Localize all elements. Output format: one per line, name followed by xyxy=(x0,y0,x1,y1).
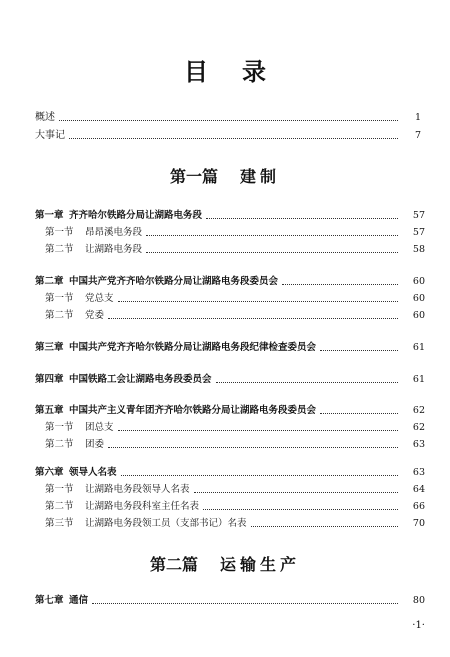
toc-chapter-1[interactable] xyxy=(0,206,450,222)
section-number: 第一节 xyxy=(45,293,74,304)
entry-page: 7 xyxy=(414,130,421,141)
chapter-title: 通信 xyxy=(69,595,89,606)
dot-leader xyxy=(216,382,398,383)
section-page: 63 xyxy=(412,439,425,450)
section-number: 第三节 xyxy=(45,518,74,529)
chapter-title: 领导人名表 xyxy=(69,467,117,478)
toc-section-5-1[interactable] xyxy=(0,418,450,434)
dot-leader xyxy=(92,603,398,604)
dot-leader xyxy=(320,350,398,351)
section-page: 66 xyxy=(412,501,425,512)
section-page: 64 xyxy=(412,484,425,495)
section-number: 第二节 xyxy=(45,439,74,450)
toc-chapter-2[interactable] xyxy=(0,272,450,288)
chapter-number: 第一章 xyxy=(35,210,64,221)
dot-leader xyxy=(118,430,398,431)
section-title: 让湖路电务段科室主任名表 xyxy=(85,501,200,512)
toc-section-6-1[interactable] xyxy=(0,480,450,496)
part-heading-2 xyxy=(0,552,450,575)
dot-leader xyxy=(146,235,398,236)
toc-chapter-3[interactable] xyxy=(0,338,450,354)
toc-section-1-2[interactable] xyxy=(0,240,450,256)
section-number: 第一节 xyxy=(45,484,74,495)
section-title: 让湖路电务段 xyxy=(85,244,143,255)
chapter-number: 第二章 xyxy=(35,276,64,287)
section-number: 第二节 xyxy=(45,244,74,255)
dot-leader xyxy=(118,301,398,302)
dot-leader xyxy=(251,526,398,527)
page-number: ·1· xyxy=(412,620,425,631)
section-title: 团委 xyxy=(85,439,105,450)
section-title: 团总支 xyxy=(85,422,114,433)
part-name: 建制 xyxy=(240,167,281,186)
dot-leader xyxy=(282,284,398,285)
entry-label: 概述 xyxy=(35,112,55,123)
section-page: 70 xyxy=(412,518,425,529)
toc-chapter-5[interactable] xyxy=(0,401,450,417)
toc-section-2-2[interactable] xyxy=(0,306,450,322)
toc-section-6-2[interactable] xyxy=(0,497,450,513)
toc-section-5-2[interactable] xyxy=(0,435,450,451)
dot-leader xyxy=(320,413,398,414)
section-title: 党总支 xyxy=(85,293,114,304)
part-name: 运输生产 xyxy=(220,555,301,574)
toc-entry-chronicle[interactable] xyxy=(0,126,450,142)
toc-chapter-4[interactable] xyxy=(0,370,450,386)
chapter-number: 第五章 xyxy=(35,405,64,416)
page-title: 目录 xyxy=(184,58,300,86)
chapter-page: 61 xyxy=(412,374,425,385)
chapter-page: 80 xyxy=(412,595,425,606)
dot-leader xyxy=(108,447,398,448)
chapter-number: 第三章 xyxy=(35,342,64,353)
toc-section-2-1[interactable] xyxy=(0,289,450,305)
dot-leader xyxy=(108,318,398,319)
section-number: 第一节 xyxy=(45,422,74,433)
toc-section-1-1[interactable] xyxy=(0,223,450,239)
toc-chapter-6[interactable] xyxy=(0,463,450,479)
section-title: 让湖路电务段领工员（支部书记）名表 xyxy=(85,518,247,529)
section-number: 第一节 xyxy=(45,227,74,238)
chapter-page: 61 xyxy=(412,342,425,353)
toc-chapter-7[interactable] xyxy=(0,591,450,607)
section-page: 62 xyxy=(412,422,425,433)
dot-leader xyxy=(203,509,398,510)
dot-leader xyxy=(59,120,398,121)
dot-leader xyxy=(206,218,398,219)
entry-label: 大事记 xyxy=(35,130,65,141)
section-page: 60 xyxy=(412,293,425,304)
section-page: 57 xyxy=(412,227,425,238)
chapter-title: 中国共产主义青年团齐齐哈尔铁路分局让湖路电务段委员会 xyxy=(69,405,317,416)
chapter-number: 第七章 xyxy=(35,595,64,606)
section-number: 第二节 xyxy=(45,310,74,321)
section-page: 60 xyxy=(412,310,425,321)
section-title: 党委 xyxy=(85,310,105,321)
dot-leader xyxy=(69,138,398,139)
part-heading-1 xyxy=(0,164,450,187)
chapter-page: 60 xyxy=(412,276,425,287)
dot-leader xyxy=(146,252,398,253)
chapter-title: 齐齐哈尔铁路分局让湖路电务段 xyxy=(69,210,203,221)
section-number: 第二节 xyxy=(45,501,74,512)
chapter-number: 第四章 xyxy=(35,374,64,385)
toc-section-6-3[interactable] xyxy=(0,514,450,530)
section-title: 昂昂溪电务段 xyxy=(85,227,143,238)
toc-entry-overview[interactable] xyxy=(0,108,450,124)
chapter-page: 63 xyxy=(412,467,425,478)
chapter-title: 中国共产党齐齐哈尔铁路分局让湖路电务段纪律检查委员会 xyxy=(69,342,317,353)
chapter-title: 中国共产党齐齐哈尔铁路分局让湖路电务段委员会 xyxy=(69,276,279,287)
chapter-title: 中国铁路工会让湖路电务段委员会 xyxy=(69,374,212,385)
part-number: 第一篇 xyxy=(169,167,218,186)
chapter-page: 62 xyxy=(412,405,425,416)
chapter-page: 57 xyxy=(412,210,425,221)
dot-leader xyxy=(121,475,398,476)
dot-leader xyxy=(194,492,398,493)
part-number: 第二篇 xyxy=(149,555,198,574)
entry-page: 1 xyxy=(414,112,421,123)
section-title: 让湖路电务段领导人名表 xyxy=(85,484,190,495)
section-page: 58 xyxy=(412,244,425,255)
chapter-number: 第六章 xyxy=(35,467,64,478)
